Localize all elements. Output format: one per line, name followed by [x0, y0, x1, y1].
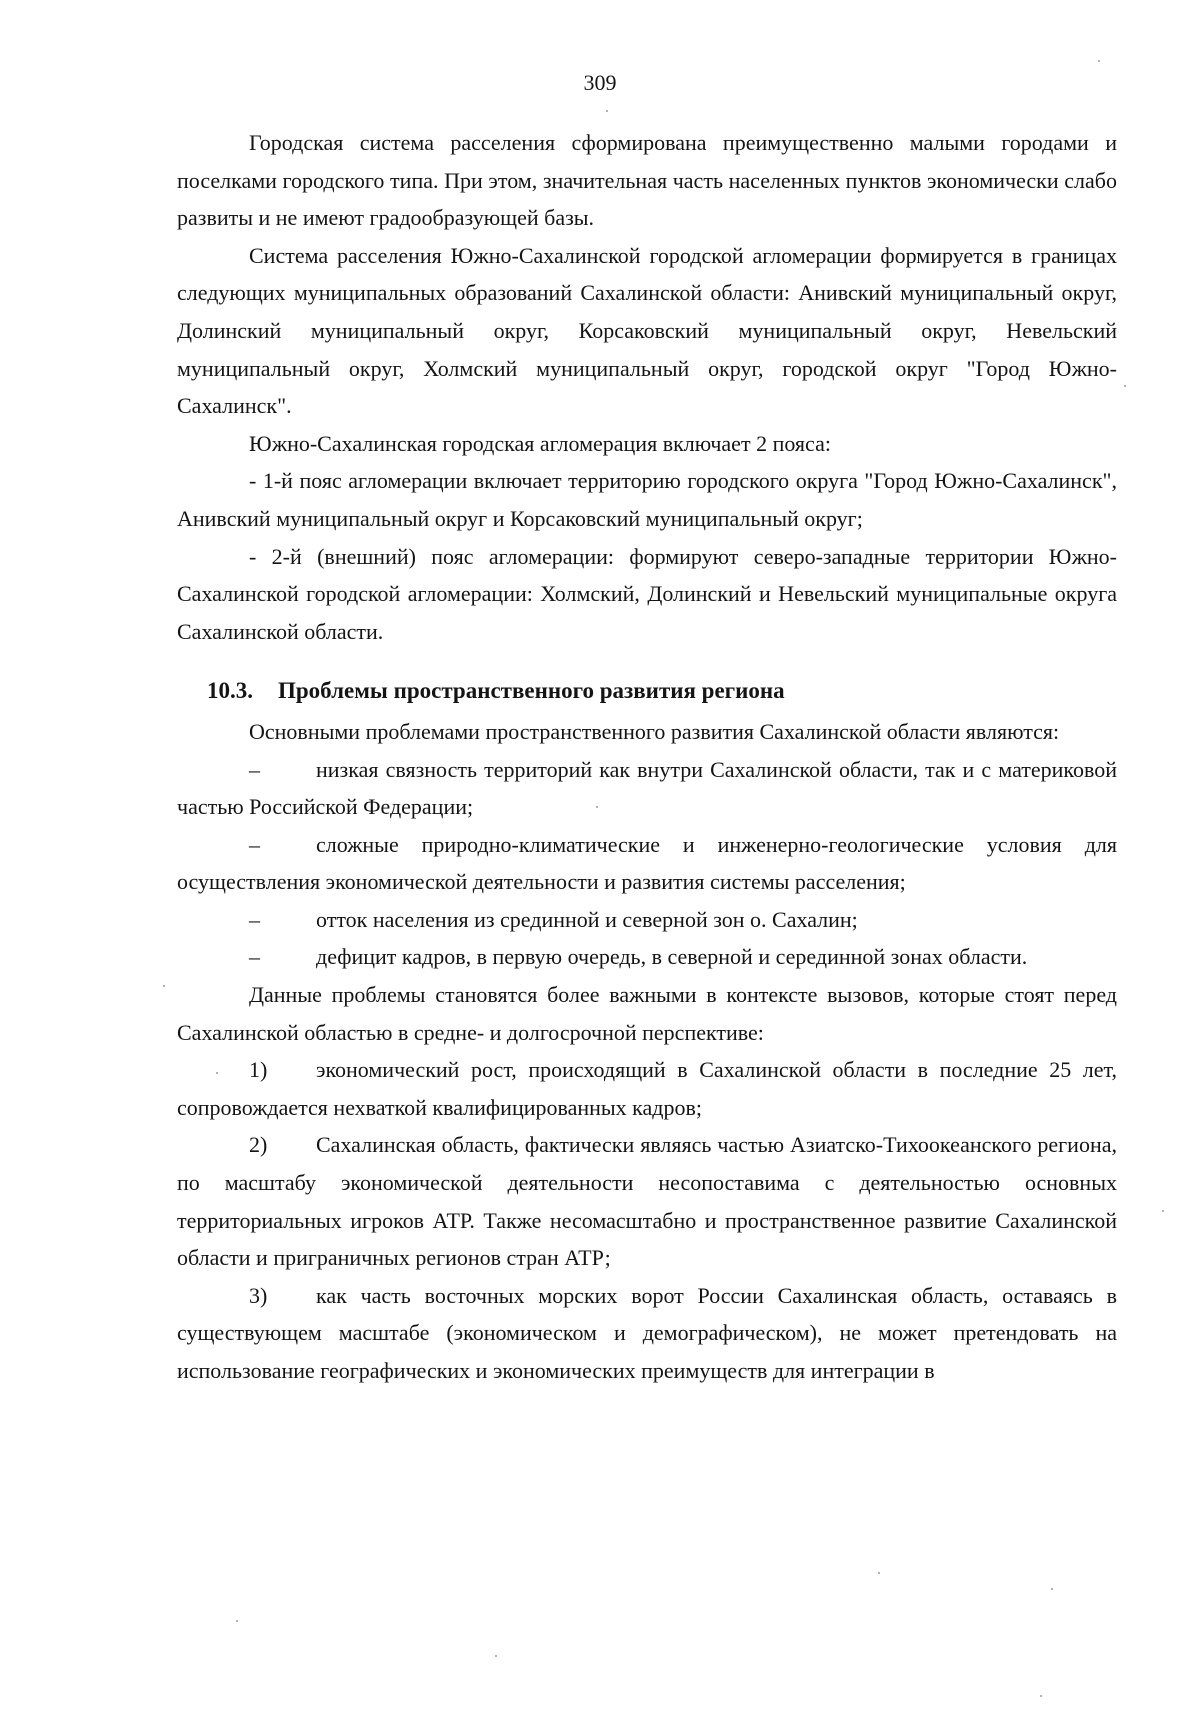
list-marker: –	[249, 906, 260, 932]
scan-speck	[606, 110, 608, 112]
scan-speck	[495, 1655, 497, 1657]
list-marker: –	[249, 831, 260, 857]
list-item-text: низкая связность территорий как внутри Сахалинской области, так и с материковой частью Российской Федерации;	[177, 756, 1117, 820]
section-number: 10.3.	[207, 678, 253, 704]
paragraph-settlement-system: Городская система расселения сформирована преимущественно малыми городами и поселками городского типа. При этом, значительная часть населенных пунктов экономически слабо развиты и не имеют градообразующей базы.	[177, 130, 1117, 231]
list-item-text: отток населения из срединной и северной зон о. Сахалин;	[316, 906, 858, 932]
scan-speck	[163, 985, 165, 987]
scan-speck	[216, 1072, 218, 1074]
list-item-text: как часть восточных морских ворот России Сахалинская область, оставаясь в существующем масштабе (экономическом и демографическом), не может претендовать на использование географических и экономических преимуществ для интеграции в	[177, 1282, 1117, 1383]
scan-speck	[1098, 60, 1100, 62]
page-number: 309	[583, 70, 617, 95]
scan-speck	[878, 1572, 880, 1574]
scan-speck	[1051, 1588, 1053, 1590]
list-item-challenge	[177, 1051, 1117, 1126]
document-body	[177, 124, 1117, 1390]
paragraph-belt-1: - 1-й пояс агломерации включает территорию городского округа "Город Южно-Сахалинск", Анивский муниципальный округ и Корсаковский муниципальный округ;	[177, 468, 1117, 531]
paragraph-agglomeration-belts: Южно-Сахалинская городская агломерация включает 2 пояса:	[249, 430, 831, 456]
list-item-problem	[177, 938, 1117, 976]
paragraph-problems-lead: Основными проблемами пространственного развития Сахалинской области являются:	[249, 718, 1060, 744]
list-marker: –	[249, 756, 260, 782]
list-item-text: сложные природно-климатические и инженерно-геологические условия для осуществления экономической деятельности и развития системы расселения;	[177, 831, 1117, 895]
scan-speck	[1124, 385, 1126, 387]
scan-speck	[1162, 1210, 1164, 1212]
scan-speck	[1040, 1695, 1042, 1697]
list-item-text: Сахалинская область, фактически являясь частью Азиатско-Тихоокеанского региона, по масштабу экономической деятельности несопоставима с деятельностью основных территориальных игроков АТР. Также несомасштабно и пространственное развитие Сахалинской области и приграничных регионов стран АТР;	[177, 1132, 1117, 1271]
scan-speck	[596, 806, 598, 808]
list-item-challenge	[177, 1126, 1117, 1276]
list-item-challenge	[177, 1277, 1117, 1390]
list-marker: 1)	[249, 1057, 268, 1083]
section-title: Проблемы пространственного развития региона	[278, 678, 785, 704]
list-item-text: экономический рост, происходящий в Сахалинской области в последние 25 лет, сопровождается нехваткой квалифицированных кадров;	[177, 1057, 1117, 1120]
list-marker: 3)	[249, 1282, 268, 1308]
list-marker: 2)	[249, 1132, 268, 1158]
list-item-problem	[177, 751, 1117, 826]
scan-speck	[236, 1620, 238, 1622]
list-marker: –	[249, 944, 260, 970]
list-item-text: дефицит кадров, в первую очередь, в северной и серединной зонах области.	[316, 944, 1028, 970]
list-item-problem	[177, 901, 1117, 939]
paragraph-belt-2: - 2-й (внешний) пояс агломерации: формируют северо-западные территории Южно-Сахалинской городской агломерации: Холмский, Долинский и Невельский муниципальные округа Сахалинской области.	[177, 543, 1117, 644]
paragraph-agglomeration-boundaries: Система расселения Южно-Сахалинской городской агломерации формируется в границах следующих муниципальных образований Сахалинской области: Анивский муниципальный округ, Долинский муниципальный округ, Корсаковский муниципальный округ, Невельский муниципальный округ, Холмский муниципальный округ, городской округ "Город Южно-Сахалинск".	[177, 242, 1117, 419]
paragraph-challenges-lead: Данные проблемы становятся более важными в контексте вызовов, которые стоят перед Сахалинской областью в средне- и долгосрочной перспективе:	[177, 982, 1117, 1045]
section-heading	[177, 672, 1117, 710]
list-item-problem	[177, 826, 1117, 901]
